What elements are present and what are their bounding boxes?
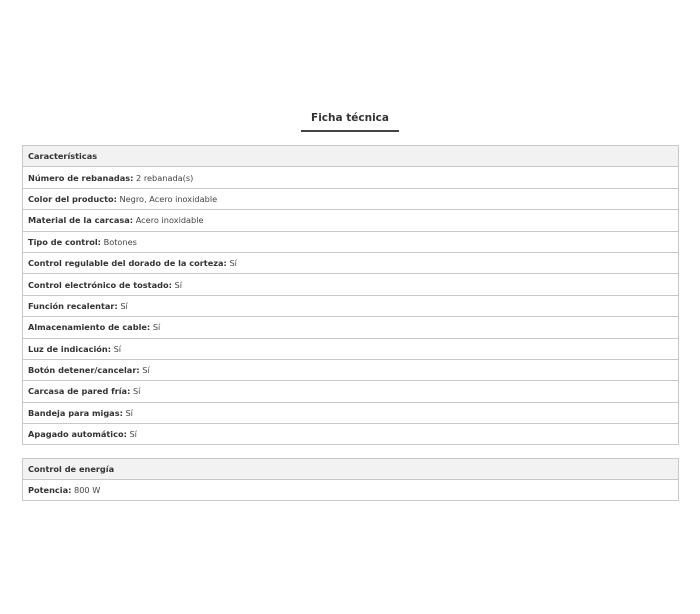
spec-row	[23, 252, 679, 273]
spec-value: Sí	[142, 365, 150, 376]
spec-value: Sí	[129, 429, 137, 440]
spec-row	[23, 295, 679, 316]
spec-value: Sí	[152, 322, 161, 333]
spec-label: Potencia:	[28, 485, 72, 496]
spec-label: Color del producto:	[28, 193, 117, 204]
section-title: Características	[23, 146, 679, 167]
spec-label: Botón detener/cancelar:	[28, 365, 140, 376]
spec-value: Acero inoxidable	[135, 215, 204, 226]
spec-value: Sí	[120, 300, 128, 311]
spec-value: Negro, Acero inoxidable	[119, 193, 218, 204]
spec-table-control-energia	[22, 458, 679, 501]
spec-value: Sí	[125, 407, 133, 418]
spec-row	[23, 274, 679, 295]
spec-label: Luz de indicación:	[28, 343, 111, 354]
spec-label: Función recalentar:	[28, 300, 118, 311]
spec-row	[23, 480, 679, 501]
spec-row	[23, 359, 679, 380]
spec-row	[23, 338, 679, 359]
section-header	[23, 146, 679, 167]
spec-label: Bandeja para migas:	[28, 407, 123, 418]
spec-label: Material de la carcasa:	[28, 215, 134, 226]
spec-row	[23, 381, 679, 402]
spec-label: Apagado automático:	[28, 429, 127, 440]
tab-bar	[0, 106, 700, 132]
spec-value: Botones	[103, 236, 137, 247]
spec-label: Número de rebanadas:	[28, 172, 134, 183]
spec-label: Carcasa de pared fría:	[28, 386, 131, 397]
section-title: Control de energía	[23, 459, 679, 480]
tab-ficha-tecnica[interactable]: Ficha técnica	[301, 112, 399, 132]
section-header	[23, 459, 679, 480]
spec-row	[23, 402, 679, 423]
spec-value: 800 W	[74, 485, 101, 496]
spec-label: Tipo de control:	[28, 236, 101, 247]
spec-label: Control regulable del dorado de la corteza:	[28, 258, 227, 269]
spec-value: Sí	[132, 386, 141, 397]
spec-row	[23, 231, 679, 252]
spec-label: Almacenamiento de cable:	[28, 322, 151, 333]
spec-row	[23, 167, 679, 188]
spec-row	[23, 317, 679, 338]
spec-row	[23, 210, 679, 231]
spec-value: Sí	[174, 279, 182, 290]
spec-label: Control electrónico de tostado:	[28, 279, 172, 290]
spec-value: Sí	[113, 343, 122, 354]
spec-table-caracteristicas	[22, 145, 679, 445]
spec-value: 2 rebanada(s)	[136, 172, 194, 183]
spec-row	[23, 424, 679, 445]
spec-row	[23, 188, 679, 209]
spec-value: Sí	[229, 258, 237, 269]
